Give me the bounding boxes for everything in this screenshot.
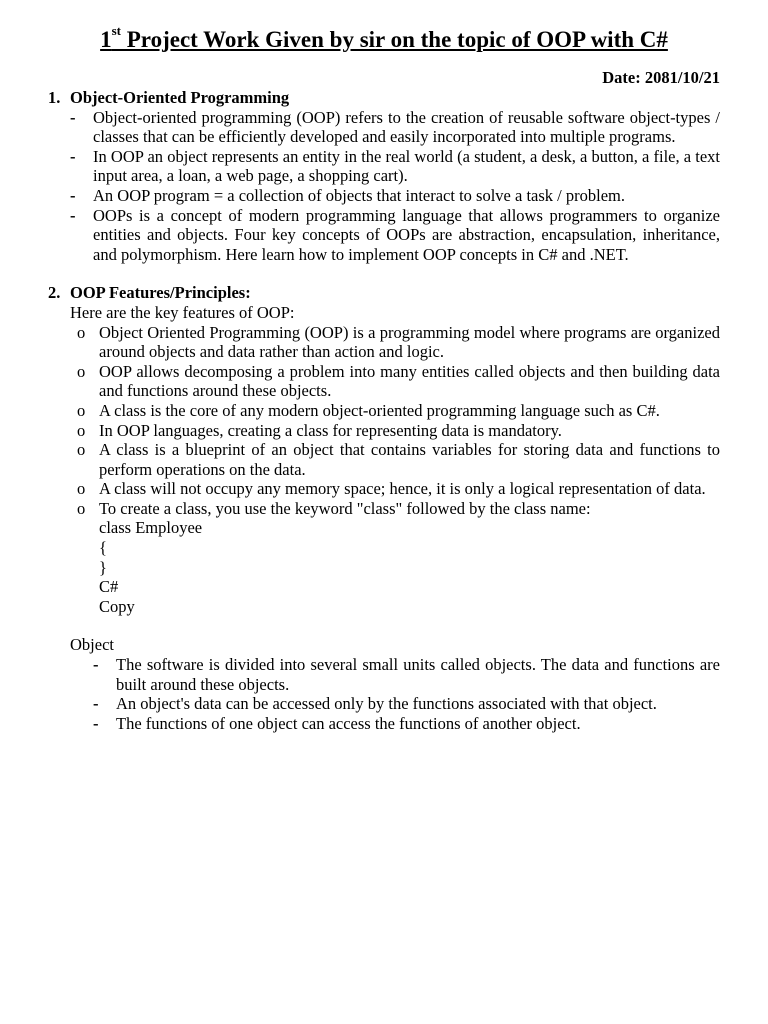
section-object-oriented-programming: [48, 88, 720, 264]
section-2-list: [70, 323, 720, 519]
spacer: [48, 616, 720, 635]
list-item-text: Object Oriented Programming (OOP) is a programming model where programs are organized around objects and data rather than action and logic.: [99, 322, 720, 362]
list-item: [70, 499, 720, 519]
title-text: Project Work Given by sir on the topic of OOP with C#: [121, 27, 668, 52]
list-item: [70, 323, 720, 362]
dash-bullet: -: [70, 205, 76, 225]
title-prefix: 1: [100, 27, 112, 52]
list-item-text: The functions of one object can access the functions of another object.: [116, 713, 581, 733]
list-item: [70, 108, 720, 147]
dash-bullet: -: [93, 694, 99, 714]
document-title: [48, 23, 720, 54]
code-line: {: [99, 538, 107, 558]
list-item: [70, 206, 720, 265]
section-heading: [48, 283, 720, 303]
list-item: [70, 421, 720, 441]
code-example: [70, 518, 720, 616]
dash-bullet: -: [70, 146, 76, 166]
list-item-text: Object-oriented programming (OOP) refers to the creation of reusable software object-types / classes that can be efficiently developed and easily incorporated into multiple programs.: [93, 107, 720, 147]
list-item-text: OOPs is a concept of modern programming language that allows programmers to organize entities and objects. Four key concepts of OOPs are abstraction, encapsulation, inheritance, and polymorphism. Here learn how to implement OOP concepts in C# and .NET.: [93, 205, 720, 264]
section-number: 2.: [48, 283, 61, 303]
section-heading-text: OOP Features/Principles:: [70, 283, 251, 303]
list-item-text: OOP allows decomposing a problem into many entities called objects and then building data and functions around these objects.: [99, 361, 720, 401]
section-intro: Here are the key features of OOP:: [70, 302, 295, 322]
list-item-text: An object's data can be accessed only by the functions associated with that object.: [116, 694, 657, 714]
section-1-list: [70, 108, 720, 265]
copy-label: Copy: [99, 596, 135, 616]
code-line: }: [99, 557, 107, 577]
dash-bullet: -: [70, 185, 76, 205]
list-item-text: A class will not occupy any memory space; hence, it is only a logical representation of data.: [99, 479, 706, 499]
dash-bullet: -: [70, 107, 76, 127]
document-date: Date: 2081/10/21: [602, 68, 720, 87]
section-heading: [48, 88, 720, 108]
circle-bullet: o: [77, 361, 86, 381]
list-item: [70, 186, 720, 206]
list-item: [93, 714, 720, 734]
list-item-text: An OOP program = a collection of objects that interact to solve a task / problem.: [93, 185, 625, 205]
list-item-text: In OOP languages, creating a class for representing data is mandatory.: [99, 420, 562, 440]
list-item: [70, 362, 720, 401]
circle-bullet: o: [77, 440, 86, 460]
list-item-text: A class is a blueprint of an object that contains variables for storing data and functions to perform operations on the data.: [99, 440, 720, 479]
code-language-label: C#: [99, 577, 119, 597]
list-item: [70, 440, 720, 479]
circle-bullet: o: [77, 420, 86, 440]
list-item: [70, 147, 720, 186]
list-item-text: A class is the core of any modern object-oriented programming language such as C#.: [99, 400, 660, 420]
section-heading-text: Object-Oriented Programming: [70, 88, 290, 107]
dash-bullet: -: [93, 655, 99, 675]
list-item-text: To create a class, you use the keyword "class" followed by the class name:: [99, 498, 591, 518]
list-item: [93, 694, 720, 714]
object-list-wrapper: [70, 655, 720, 733]
object-heading: Object: [70, 635, 114, 655]
section-oop-features: [48, 283, 720, 616]
circle-bullet: o: [77, 479, 86, 499]
code-line: class Employee: [99, 518, 203, 538]
list-item: [93, 655, 720, 694]
section-number: 1.: [48, 88, 61, 107]
section-object: [48, 635, 720, 733]
title-superscript: st: [111, 23, 121, 39]
list-item-text: In OOP an object represents an entity in the real world (a student, a desk, a button, a file, a text input area, a loan, a web page, a shopping cart).: [93, 146, 720, 186]
list-item-text: The software is divided into several small units called objects. The data and functions are built around these objects.: [116, 655, 720, 694]
circle-bullet: o: [77, 498, 86, 518]
spacer: [48, 264, 720, 283]
dash-bullet: -: [93, 713, 99, 733]
circle-bullet: o: [77, 322, 86, 342]
list-item: [70, 479, 720, 499]
object-list: [93, 655, 720, 733]
circle-bullet: o: [77, 400, 86, 420]
list-item: [70, 401, 720, 421]
